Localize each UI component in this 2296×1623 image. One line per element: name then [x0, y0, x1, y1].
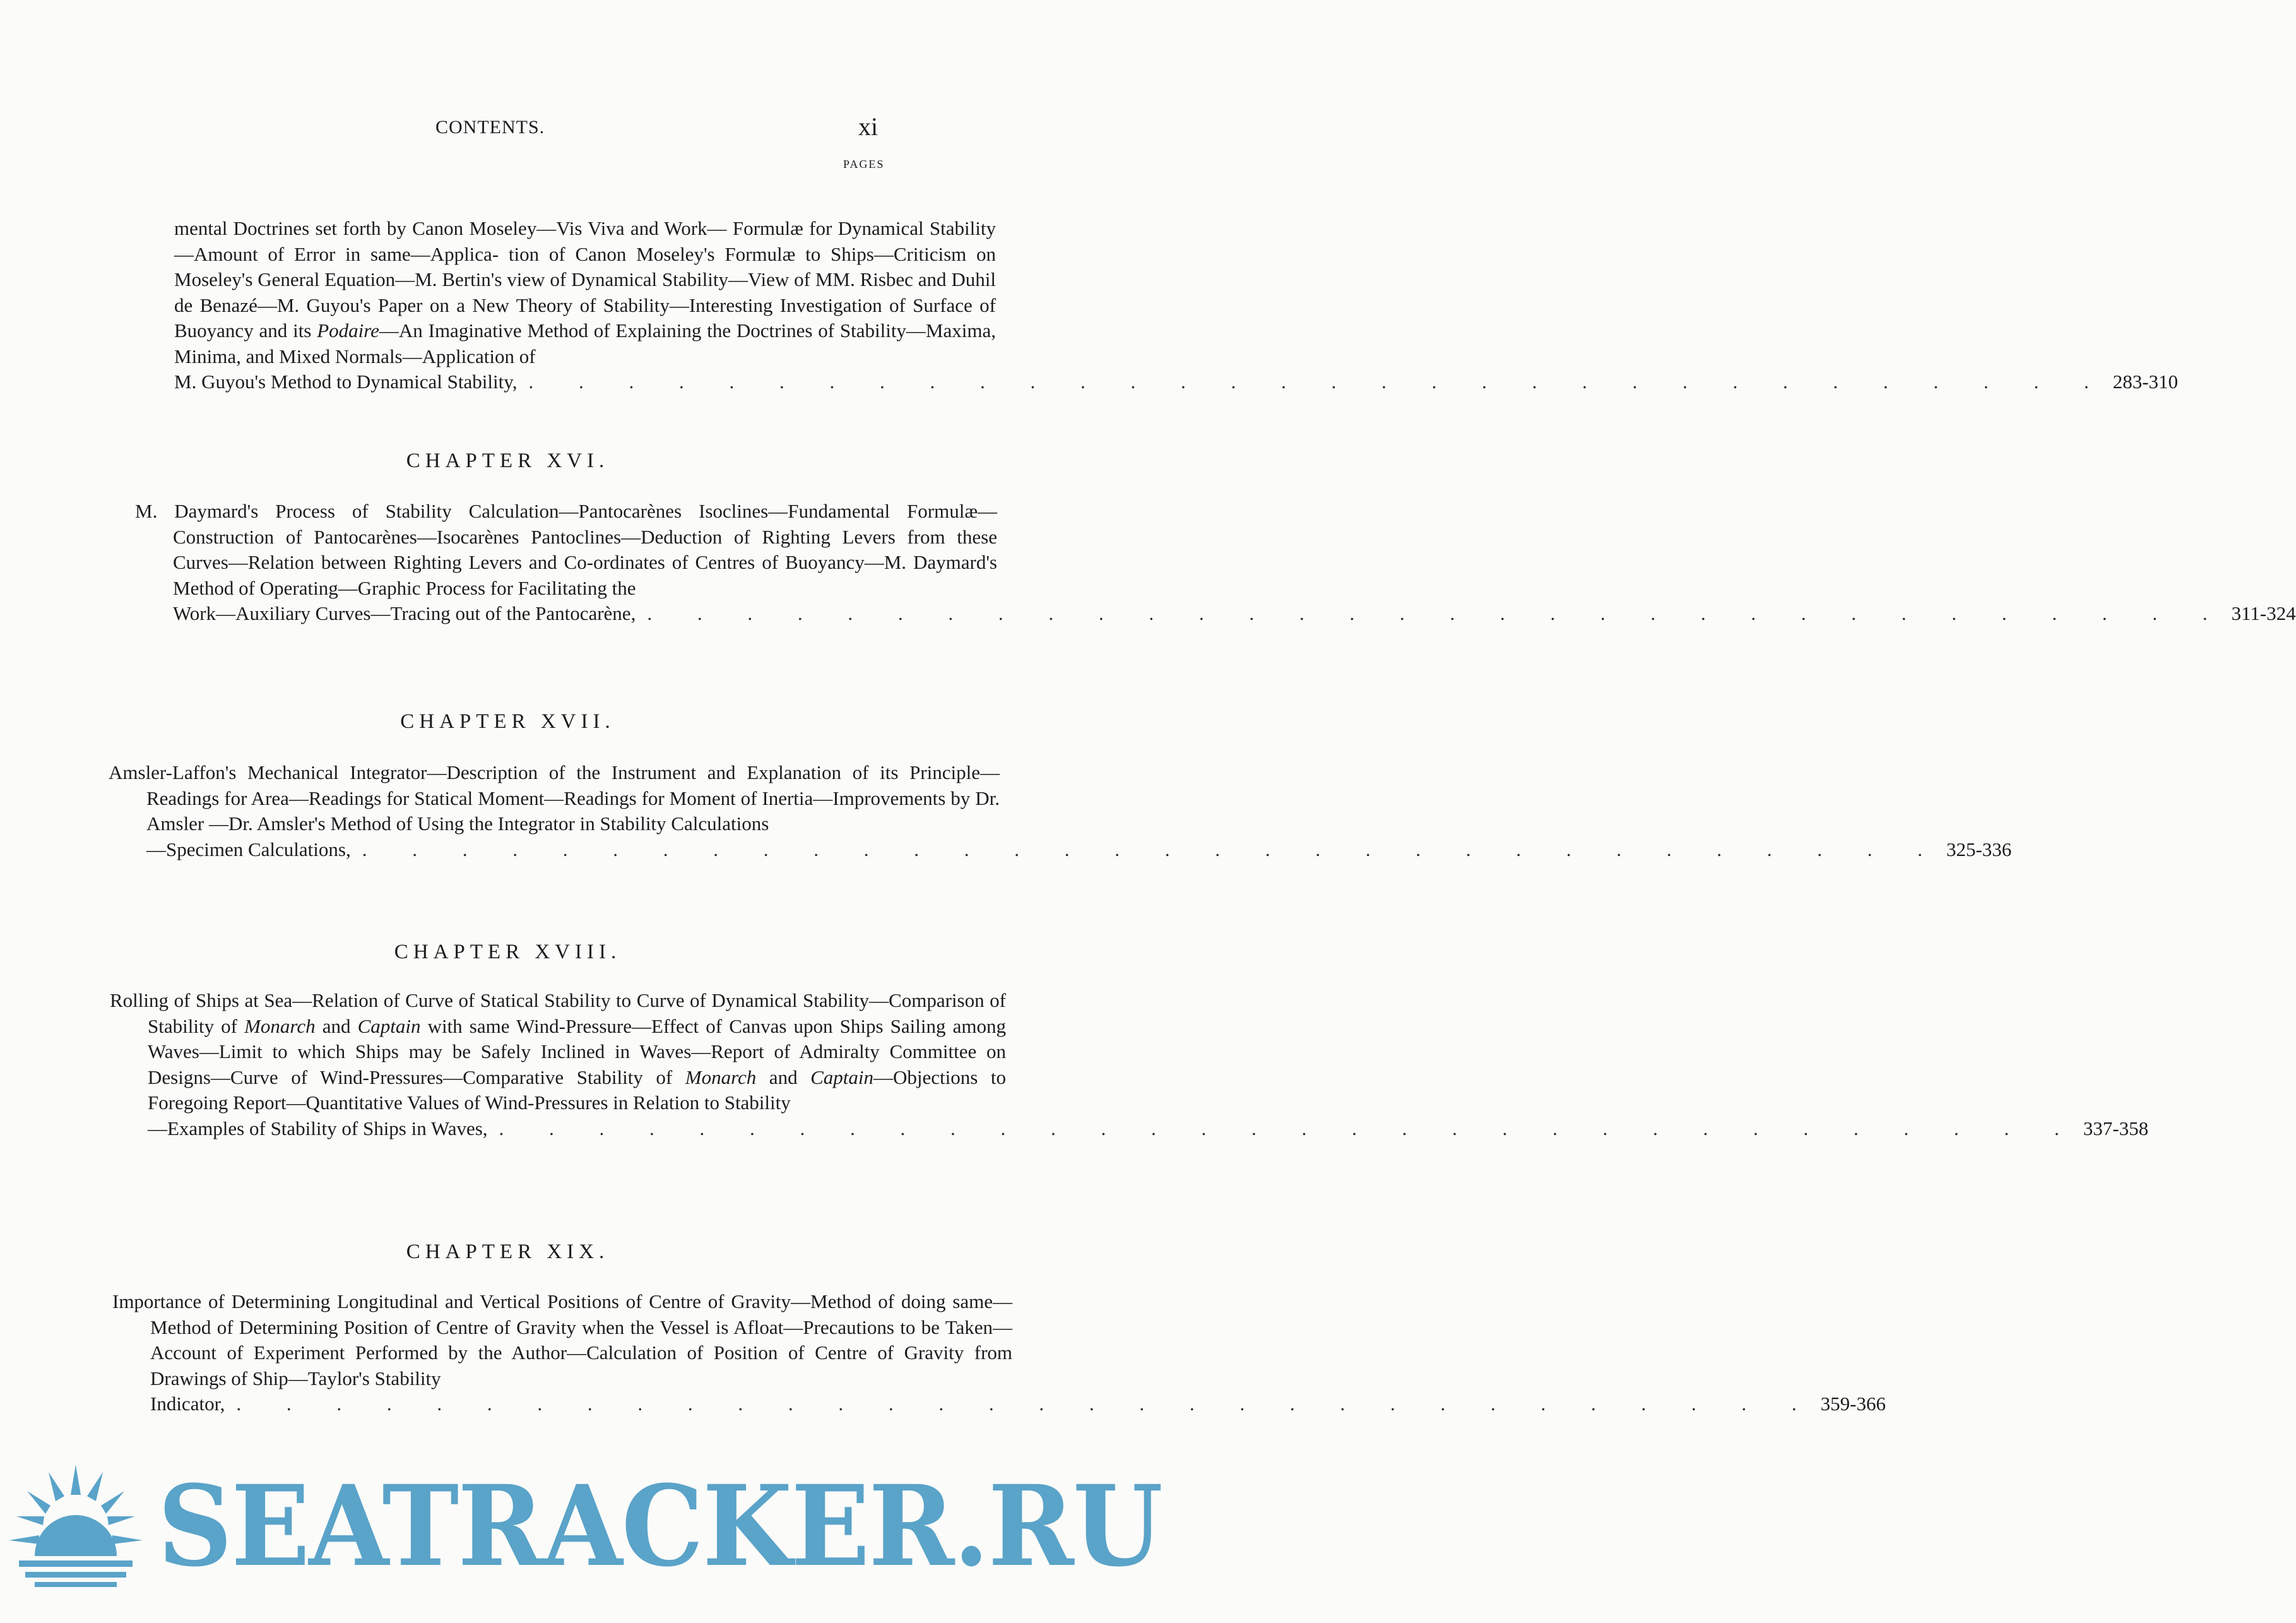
- pages-column-label: PAGES: [843, 158, 885, 170]
- page-range: 325-336: [1946, 838, 2012, 860]
- entry-text: mental Doctrines set forth by Canon Moseley—Vis Viva and Work— Formulæ for Dynamical Stability—Amount of Error in same—Applica- tion of Canon Moseley's Formulæ to Ships—Criticism on Moseley's General Equation—M. Bertin's view of Dynamical Stability—View of MM. Risbec and Duhil de Benazé—M. Guyou's Paper on a New Theory of Stability—Interesting Investigation of Surface of Buoyancy and its Podaire—An Imaginative Method of Explaining the Doctrines of Stability—Maxima, Minima, and Mixed Normals—Application of: [174, 217, 997, 367]
- chapter-heading: CHAPTER XVII.: [400, 710, 615, 733]
- entry-text: Rolling of Ships at Sea—Relation of Curve of Statical Stability to Curve of Dynamical Stability—Comparison of Stability of Monarch and Captain with same Wind-Pressure—Effect of Canvas upon Ships Sailing among Waves—Limit to which Ships may be Safely Inclined in Waves—Report of Admiralty Committee on Designs—Curve of Wind-Pressures—Comparative Stability of Monarch and Captain—Objections to Foregoing Report—Quantitative Values of Wind-Pressures in Relation to Stability: [110, 989, 1007, 1114]
- page-range: 283-310: [2112, 371, 2179, 393]
- contents-entry: [174, 216, 2179, 395]
- chapter-heading: CHAPTER XVIII.: [394, 941, 622, 963]
- entry-text: Importance of Determining Longitudinal and Vertical Positions of Centre of Gravity—Method of doing same—Method of Determining Position of Centre of Gravity when the Vessel is Afloat—Precautions to be Taken—Account of Experiment Performed by the Author—Calculation of Position of Centre of Gravity from Drawings of Ship—Taylor's Stability: [112, 1290, 1012, 1389]
- entry-text: M. Daymard's Process of Stability Calculation—Pantocarènes Isoclines—Fundamental Formulæ—Construction of Pantocarènes—Isocarènes Pantoclines—Deduction of Righting Levers from these Curves—Relation between Righting Levers and Co-ordinates of Centres of Buoyancy—M. Daymard's Method of Operating—Graphic Process for Facilitating the: [135, 500, 997, 599]
- page-range: 311-324: [2231, 602, 2296, 624]
- dot-leader: . . . . . . . . . . . . . . . . . . . . . . . . . . . . . . . .: [647, 602, 2228, 624]
- dot-leader: . . . . . . . . . . . . . . . . . . . . . . . . . . . . . . . .: [528, 371, 2109, 393]
- watermark-text: SEATRACKER.RU: [158, 1461, 1162, 1591]
- dot-leader: . . . . . . . . . . . . . . . . . . . . . . . . . . . . . . . .: [236, 1393, 1817, 1415]
- dot-leader: . . . . . . . . . . . . . . . . . . . . . . . . . . . . . . . .: [499, 1117, 2080, 1139]
- chapter-heading: CHAPTER XIX.: [406, 1240, 610, 1263]
- contents-entry: [110, 988, 2149, 1141]
- contents-entry: [112, 1289, 1886, 1417]
- page-range: 337-358: [2083, 1117, 2149, 1139]
- entry-last-line: M. Guyou's Method to Dynamical Stability, . . . . . . . . . . . . . . . . . . . . . . . . . . . . . . . . 283-310: [174, 369, 996, 395]
- entry-last-line: Work—Auxiliary Curves—Tracing out of the Pantocarène, . . . . . . . . . . . . . . . . . . . . . . . . . . . . . . . . 311-324: [135, 601, 997, 627]
- page-number: xi: [858, 112, 879, 141]
- running-head: [0, 112, 1015, 148]
- page-range: 359-366: [1820, 1393, 1886, 1415]
- entry-last-line: —Examples of Stability of Ships in Waves, . . . . . . . . . . . . . . . . . . . . . . . . . . . . . . . . 337-358: [110, 1116, 1006, 1142]
- contents-entry: [109, 760, 2012, 862]
- entry-last-line: Indicator, . . . . . . . . . . . . . . . . . . . . . . . . . . . . . . . . 359-366: [112, 1391, 1012, 1417]
- contents-entry: [135, 499, 2296, 627]
- entry-text: Amsler-Laffon's Mechanical Integrator—Description of the Instrument and Explanation of its Principle—Readings for Area—Readings for Statical Moment—Readings for Moment of Inertia—Improvements by Dr. Amsler —Dr. Amsler's Method of Using the Integrator in Stability Calculations: [109, 761, 1000, 835]
- running-title: CONTENTS.: [435, 117, 545, 138]
- sun-icon: [0, 1446, 151, 1597]
- dot-leader: . . . . . . . . . . . . . . . . . . . . . . . . . . . . . . . .: [362, 838, 1943, 860]
- chapter-heading: CHAPTER XVI.: [406, 449, 610, 472]
- entry-last-line: —Specimen Calculations, . . . . . . . . . . . . . . . . . . . . . . . . . . . . . . . . 325-336: [109, 837, 1000, 863]
